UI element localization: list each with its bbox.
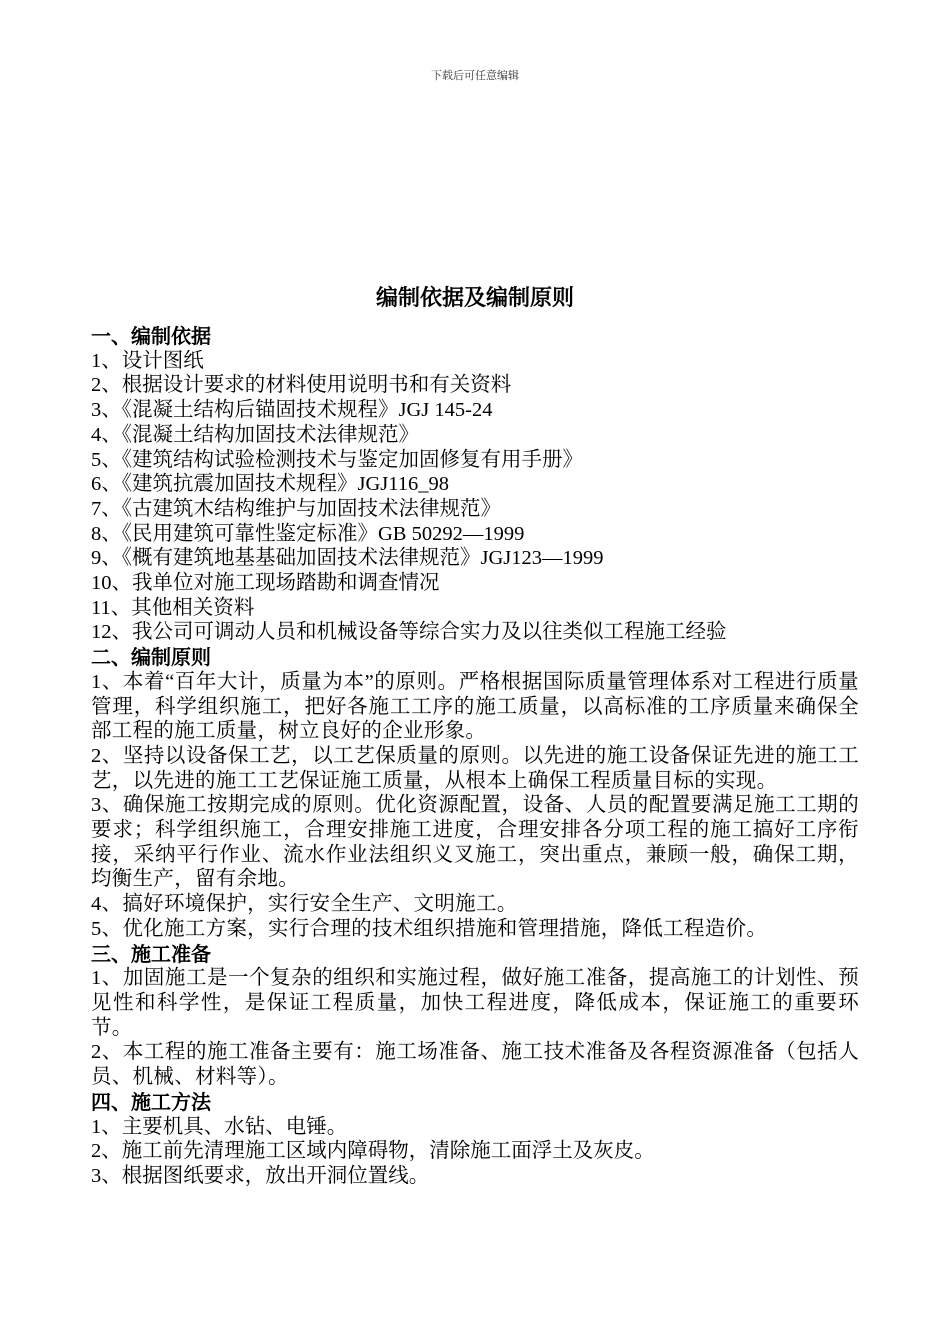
method-item: 2、施工前先清理施工区域内障碍物，清除施工面浮土及灰皮。: [91, 1140, 655, 1163]
principle-paragraph: 2、坚持以设备保工艺，以工艺保质量的原则。以先进的施工设备保证先进的施工工艺，以先进的施工工艺保证施工质量，从根本上确保工程质量目标的实现。: [91, 744, 859, 792]
principle-paragraph: 1、本着“百年大计，质量为本”的原则。严格根据国际质量管理体系对工程进行质量管理，科学组织施工，把好各施工工序的施工质量，以高标准的工序质量来确保全部工程的施工质量，树立良好的企业形象。: [91, 670, 859, 743]
method-item: 3、根据图纸要求，放出开洞位置线。: [91, 1164, 430, 1187]
basis-item: 2、根据设计要求的材料使用说明书和有关资料: [91, 374, 512, 397]
document-body: [91, 324, 859, 1189]
basis-item: 6、《建筑抗震加固技术规程》JGJ116_98: [91, 473, 449, 496]
principle-paragraph: 3、确保施工按期完成的原则。优化资源配置，设备、人员的配置要满足施工工期的要求；科学组织施工，合理安排施工进度，合理安排各分项工程的施工搞好工序衔接，采纳平行作业、流水作业法组织义叉施工，突出重点，兼顾一般，确保工期，均衡生产，留有余地。: [91, 794, 859, 891]
document-title: 编制依据及编制原则: [375, 286, 574, 311]
section-heading-preparation: 三、施工准备: [91, 941, 211, 966]
principle-paragraph: 4、搞好环境保护，实行安全生产、文明施工。: [91, 893, 518, 916]
basis-item: 3、《混凝土结构后锚固技术规程》JGJ 145-24: [91, 399, 493, 422]
basis-item: 8、《民用建筑可靠性鉴定标准》GB 50292—1999: [91, 522, 525, 545]
preparation-paragraph: 1、加固施工是一个复杂的组织和实施过程，做好施工准备，提高施工的计划性、预见性和科学性，是保证工程质量，加快工程进度，降低成本，保证施工的重要环节。: [91, 967, 859, 1039]
basis-item: 5、《建筑结构试验检测技术与鉴定加固修复有用手册》: [91, 448, 583, 471]
basis-item: 12、我公司可调动人员和机械设备等综合实力及以往类似工程施工经验: [91, 621, 727, 644]
basis-item: 10、我单位对施工现场踏勘和调查情况: [91, 572, 440, 595]
method-item: 1、主要机具、水钻、电锤。: [91, 1115, 348, 1138]
section-heading-principles: 二、编制原则: [91, 645, 211, 670]
basis-item: 4、《混凝土结构加固技术法律规范》: [91, 423, 419, 446]
header-note: 下载后可任意编辑: [431, 69, 519, 82]
section-heading-basis: 一、编制依据: [91, 324, 211, 348]
basis-item: 11、其他相关资料: [91, 596, 255, 619]
basis-item: 9、《概有建筑地基基础加固技术法律规范》JGJ123—1999: [91, 547, 604, 570]
basis-item: 1、设计图纸: [91, 349, 204, 372]
preparation-paragraph: 2、本工程的施工准备主要有：施工场准备、施工技术准备及各程资源准备（包括人员、机械、材料等）。: [91, 1041, 859, 1089]
principle-paragraph: 5、优化施工方案，实行合理的技术组织措施和管理措施，降低工程造价。: [91, 917, 768, 940]
basis-item: 7、《古建筑木结构维护与加固技术法律规范》: [91, 497, 501, 520]
section-heading-methods: 四、施工方法: [91, 1089, 211, 1114]
